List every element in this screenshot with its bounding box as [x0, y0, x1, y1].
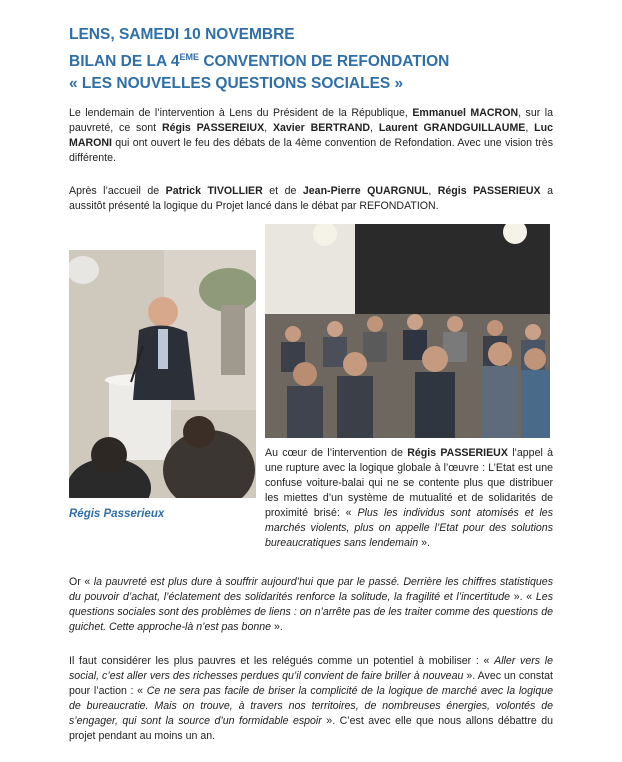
speaker-photo-drawing: [69, 250, 256, 498]
photo-caption: Régis Passerieux: [69, 508, 165, 520]
title-line-2: BILAN DE LA 4EME CONVENTION DE REFONDATION: [69, 52, 450, 70]
page-title: [69, 24, 449, 95]
intro-paragraph: Le lendemain de l’intervention à Lens du Président de la République, Emmanuel MACRON, sur la pauvreté, ce sont Régis PASSEREIUX, Xavier BERTRAND, Laurent GRANDGUILLAUME, Luc MARONI qui ont ouvert le feu des débats de la 4ème convention de Refondation. Avec une vision très différente.: [69, 107, 554, 164]
welcome-paragraph: Après l’accueil de Patrick TIVOLLIER et de Jean-Pierre QUARGNUL, Régis PASSERIEUX a aussitôt présenté la logique du Projet lancé dans le débat par REFONDATION.: [69, 185, 554, 212]
title-line-3: « LES NOUVELLES QUESTIONS SOCIALES »: [69, 75, 404, 92]
speaker-photo: [69, 250, 256, 498]
conclusion-paragraph: Il faut considérer les plus pauvres et les relégués comme un potentiel à mobiliser : « Aller vers le social, c’est aller vers des richesses perdues qu’il convient de faire briller à nouveau ». Avec un constat pour l’action : « Ce ne sera pas facile de briser la complicité de la logique de marché avec la logique de bureaucratie. Mais on trouve, à travers nos territoires, de nombreuses énergies, volontés de s’engager, qui sont la source d’un formidable espoir ». C’est avec elle que nous allons débattre du projet pendant au moins un an.: [69, 655, 554, 742]
title-line-1: LENS, SAMEDI 10 NOVEMBRE: [69, 26, 295, 43]
poverty-paragraph: Or « la pauvreté est plus dure à souffrir aujourd’hui que par le passé. Derrière les chiffres statistiques du pouvoir d’achat, l’éclatement des solidarités renforce la solitude, la fragilité et l’incertitude ». « Les questions sociales sont des problèmes de liens : on n’arrête pas de les traiter comme des questions de guichet. Cette approche-là n’est pas bonne ».: [69, 576, 553, 633]
audience-photo-drawing: [265, 224, 550, 438]
intervention-paragraph: Au cœur de l’intervention de Régis PASSERIEUX l’appel à une rupture avec la logique globale à l’œuvre : L’Etat est une confuse voiture-balai qui ne se contente plus que distribuer les miettes d’un système de mutualité et de solidarités de proximité brisé: « Plus les individus sont atomisés et les marchés violents, plus on appelle l’Etat pour des solutions bureaucratiques sans lendemain ».: [265, 447, 554, 549]
audience-photo: [265, 224, 550, 438]
